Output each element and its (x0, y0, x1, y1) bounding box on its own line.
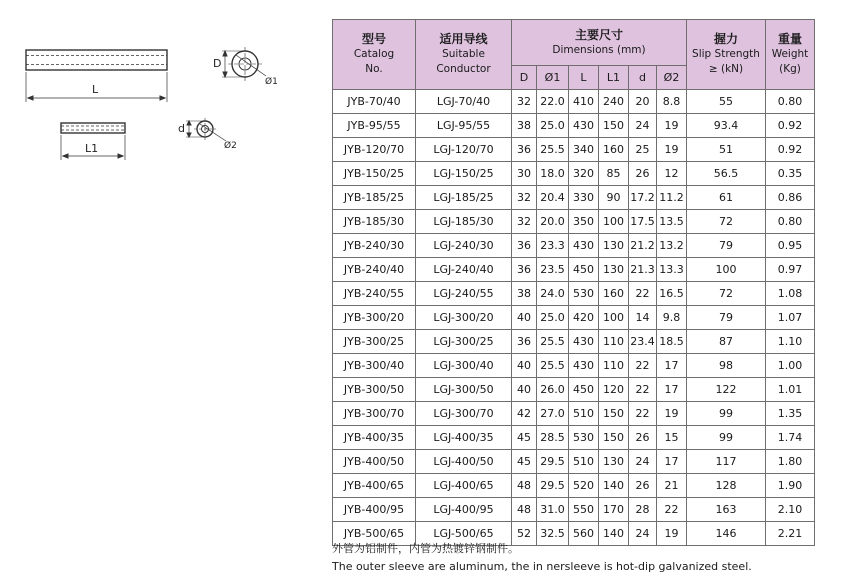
table-cell: LGJ-185/30 (416, 210, 512, 234)
table-row (333, 402, 815, 426)
table-cell: 17.5 (629, 210, 657, 234)
table-cell: 560 (569, 522, 599, 546)
table-cell: 79 (687, 306, 766, 330)
table-cell: JYB-150/25 (333, 162, 416, 186)
table-cell: 530 (569, 282, 599, 306)
table-cell: LGJ-400/35 (416, 426, 512, 450)
table-cell: 24.0 (537, 282, 569, 306)
table-cell: 0.92 (766, 114, 815, 138)
table-cell: 17 (657, 450, 687, 474)
table-cell: 160 (599, 138, 629, 162)
table-cell: LGJ-300/50 (416, 378, 512, 402)
table-cell: 1.07 (766, 306, 815, 330)
table-row (333, 426, 815, 450)
table-cell: 13.2 (657, 234, 687, 258)
table-cell: 31.0 (537, 498, 569, 522)
header-slip-strength: 握力 Slip Strength ≥ (kN) (687, 20, 766, 90)
table-cell: LGJ-95/55 (416, 114, 512, 138)
table-cell: 28.5 (537, 426, 569, 450)
table-cell: 22 (629, 354, 657, 378)
table-cell: 93.4 (687, 114, 766, 138)
table-row (333, 330, 815, 354)
table-cell: 38 (512, 114, 537, 138)
table-cell: JYB-500/65 (333, 522, 416, 546)
header-dimensions: 主要尺寸 Dimensions (mm) (512, 20, 687, 66)
table-cell: LGJ-240/30 (416, 234, 512, 258)
table-cell: JYB-300/40 (333, 354, 416, 378)
table-cell: 110 (599, 330, 629, 354)
table-cell: 2.10 (766, 498, 815, 522)
table-cell: 12 (657, 162, 687, 186)
table-cell: 0.97 (766, 258, 815, 282)
table-cell: 32 (512, 90, 537, 114)
table-cell: 8.8 (657, 90, 687, 114)
table-cell: 350 (569, 210, 599, 234)
table-cell: 25.5 (537, 138, 569, 162)
table-cell: 26 (629, 426, 657, 450)
table-cell: 240 (599, 90, 629, 114)
inner-diameter-label: d (178, 122, 185, 135)
table-cell: 56.5 (687, 162, 766, 186)
table-cell: 29.5 (537, 450, 569, 474)
table-cell: 21.2 (629, 234, 657, 258)
table-cell: 122 (687, 378, 766, 402)
table-cell: JYB-185/25 (333, 186, 416, 210)
table-cell: 38 (512, 282, 537, 306)
table-cell: 170 (599, 498, 629, 522)
table-cell: 25.5 (537, 354, 569, 378)
inner-length-label: L1 (85, 142, 99, 155)
table-row (333, 162, 815, 186)
header-catalog: 型号 Catalog No. (333, 20, 416, 90)
table-cell: 128 (687, 474, 766, 498)
table-cell: JYB-240/40 (333, 258, 416, 282)
table-cell: 15 (657, 426, 687, 450)
table-cell: 61 (687, 186, 766, 210)
table-cell: 520 (569, 474, 599, 498)
dim-col-bore1: Ø1 (537, 66, 569, 90)
table-cell: 150 (599, 426, 629, 450)
dim-col-L1: L1 (599, 66, 629, 90)
table-cell: 140 (599, 474, 629, 498)
table-row (333, 138, 815, 162)
table-cell: 11.2 (657, 186, 687, 210)
table-cell: JYB-400/35 (333, 426, 416, 450)
table-cell: 1.10 (766, 330, 815, 354)
header-conductor: 适用导线 Suitable Conductor (416, 20, 512, 90)
table-row (333, 90, 815, 114)
table-cell: 1.35 (766, 402, 815, 426)
table-cell: 1.90 (766, 474, 815, 498)
table-cell: 17 (657, 354, 687, 378)
table-cell: 20.4 (537, 186, 569, 210)
table-cell: 20.0 (537, 210, 569, 234)
table-cell: 450 (569, 378, 599, 402)
table-cell: 150 (599, 402, 629, 426)
table-row (333, 258, 815, 282)
table-cell: 51 (687, 138, 766, 162)
table-cell: 26 (629, 162, 657, 186)
table-cell: 21.3 (629, 258, 657, 282)
table-row (333, 474, 815, 498)
table-cell: 25.5 (537, 330, 569, 354)
table-cell: 87 (687, 330, 766, 354)
table-cell: 36 (512, 330, 537, 354)
table-cell: 19 (657, 138, 687, 162)
table-row (333, 114, 815, 138)
table-cell: JYB-185/30 (333, 210, 416, 234)
table-cell: 24 (629, 522, 657, 546)
table-cell: 0.80 (766, 210, 815, 234)
table-cell: 0.35 (766, 162, 815, 186)
table-cell: 90 (599, 186, 629, 210)
table-row (333, 186, 815, 210)
table-cell: 1.01 (766, 378, 815, 402)
table-cell: 32 (512, 186, 537, 210)
table-cell: 19 (657, 402, 687, 426)
table-row (333, 282, 815, 306)
table-cell: 23.3 (537, 234, 569, 258)
table-cell: LGJ-500/65 (416, 522, 512, 546)
table-cell: 430 (569, 234, 599, 258)
table-cell: 1.00 (766, 354, 815, 378)
table-cell: 150 (599, 114, 629, 138)
table-cell: 23.5 (537, 258, 569, 282)
header-weight: 重量 Weight (Kg) (766, 20, 815, 90)
table-cell: 510 (569, 450, 599, 474)
material-note-en: The outer sleeve are aluminum, the in nersleeve is hot-dip galvanized steel. (332, 560, 752, 573)
table-cell: 550 (569, 498, 599, 522)
table-cell: 110 (599, 354, 629, 378)
table-cell: 20 (629, 90, 657, 114)
table-cell: 340 (569, 138, 599, 162)
table-cell: 36 (512, 258, 537, 282)
table-cell: LGJ-300/40 (416, 354, 512, 378)
table-cell: 32.5 (537, 522, 569, 546)
table-cell: LGJ-400/50 (416, 450, 512, 474)
dim-col-L: L (569, 66, 599, 90)
table-cell: 9.8 (657, 306, 687, 330)
table-cell: 100 (687, 258, 766, 282)
table-cell: 420 (569, 306, 599, 330)
table-cell: 18.0 (537, 162, 569, 186)
table-cell: 130 (599, 450, 629, 474)
table-cell: 52 (512, 522, 537, 546)
dim-col-bore2: Ø2 (657, 66, 687, 90)
table-cell: 18.5 (657, 330, 687, 354)
table-cell: LGJ-300/70 (416, 402, 512, 426)
table-cell: 40 (512, 306, 537, 330)
table-cell: 19 (657, 522, 687, 546)
table-cell: 85 (599, 162, 629, 186)
table-cell: 79 (687, 234, 766, 258)
table-cell: 24 (629, 114, 657, 138)
table-cell: 0.95 (766, 234, 815, 258)
table-cell: LGJ-400/65 (416, 474, 512, 498)
table-cell: 24 (629, 450, 657, 474)
table-cell: JYB-240/55 (333, 282, 416, 306)
table-cell: 72 (687, 210, 766, 234)
dim-col-D: D (512, 66, 537, 90)
table-cell: 160 (599, 282, 629, 306)
table-cell: JYB-400/50 (333, 450, 416, 474)
table-cell: 32 (512, 210, 537, 234)
outer-sleeve-end-view (222, 47, 266, 81)
table-cell: 1.80 (766, 450, 815, 474)
table-cell: 22 (657, 498, 687, 522)
table-row (333, 498, 815, 522)
table-cell: 2.21 (766, 522, 815, 546)
table-cell: 100 (599, 306, 629, 330)
table-cell: 36 (512, 234, 537, 258)
table-cell: JYB-300/25 (333, 330, 416, 354)
table-cell: 17.2 (629, 186, 657, 210)
table-row (333, 234, 815, 258)
table-cell: 140 (599, 522, 629, 546)
table-cell: LGJ-300/25 (416, 330, 512, 354)
table-cell: LGJ-185/25 (416, 186, 512, 210)
table-cell: 26 (629, 474, 657, 498)
table-cell: LGJ-240/40 (416, 258, 512, 282)
outer-diameter-label: D (213, 57, 222, 70)
table-cell: 36 (512, 138, 537, 162)
table-cell: 100 (599, 210, 629, 234)
table-row (333, 306, 815, 330)
table-row (333, 450, 815, 474)
material-note-cn: 外管为铝制件，内管为热镀锌钢制件。 (332, 542, 519, 555)
table-cell: JYB-400/65 (333, 474, 416, 498)
table-cell: 25.0 (537, 114, 569, 138)
table-cell: 72 (687, 282, 766, 306)
table-cell: 45 (512, 426, 537, 450)
table-cell: 30 (512, 162, 537, 186)
table-cell: 13.5 (657, 210, 687, 234)
table-cell: 26.0 (537, 378, 569, 402)
table-cell: 22 (629, 282, 657, 306)
table-cell: 130 (599, 258, 629, 282)
spec-table (332, 19, 815, 546)
inner-sleeve-end-view (186, 118, 226, 141)
table-cell: 14 (629, 306, 657, 330)
table-cell: 99 (687, 402, 766, 426)
table-cell: 320 (569, 162, 599, 186)
table-cell: 48 (512, 474, 537, 498)
table-cell: 0.80 (766, 90, 815, 114)
table-cell: 98 (687, 354, 766, 378)
header-row (333, 20, 815, 66)
table-cell: LGJ-300/20 (416, 306, 512, 330)
table-cell: 21 (657, 474, 687, 498)
table-cell: 430 (569, 114, 599, 138)
table-row (333, 210, 815, 234)
table-cell: 120 (599, 378, 629, 402)
table-cell: JYB-70/40 (333, 90, 416, 114)
table-cell: JYB-240/30 (333, 234, 416, 258)
table-cell: 23.4 (629, 330, 657, 354)
table-cell: 1.08 (766, 282, 815, 306)
table-cell: 130 (599, 234, 629, 258)
table-cell: 55 (687, 90, 766, 114)
table-cell: 22 (629, 378, 657, 402)
table-cell: 146 (687, 522, 766, 546)
table-cell: JYB-400/95 (333, 498, 416, 522)
table-cell: 530 (569, 426, 599, 450)
table-cell: 99 (687, 426, 766, 450)
table-cell: 17 (657, 378, 687, 402)
table-cell: 19 (657, 114, 687, 138)
table-cell: JYB-120/70 (333, 138, 416, 162)
table-cell: LGJ-150/25 (416, 162, 512, 186)
table-cell: JYB-300/20 (333, 306, 416, 330)
table-cell: 13.3 (657, 258, 687, 282)
table-cell: 510 (569, 402, 599, 426)
table-cell: 0.92 (766, 138, 815, 162)
table-cell: 430 (569, 354, 599, 378)
inner-bore-label: Ø2 (224, 141, 237, 151)
table-cell: JYB-300/70 (333, 402, 416, 426)
table-cell: 16.5 (657, 282, 687, 306)
table-cell: JYB-95/55 (333, 114, 416, 138)
table-cell: 117 (687, 450, 766, 474)
table-cell: 45 (512, 450, 537, 474)
table-cell: 25.0 (537, 306, 569, 330)
table-cell: 22 (629, 402, 657, 426)
table-cell: 22.0 (537, 90, 569, 114)
table-cell: LGJ-400/95 (416, 498, 512, 522)
sleeve-drawings (0, 0, 320, 200)
table-cell: 48 (512, 498, 537, 522)
table-row (333, 354, 815, 378)
outer-length-label: L (92, 83, 99, 96)
outer-bore-label: Ø1 (265, 77, 278, 87)
table-cell: 163 (687, 498, 766, 522)
table-cell: 25 (629, 138, 657, 162)
table-cell: LGJ-120/70 (416, 138, 512, 162)
table-cell: 450 (569, 258, 599, 282)
table-row (333, 378, 815, 402)
table-cell: JYB-300/50 (333, 378, 416, 402)
spec-table-body (333, 90, 815, 546)
table-cell: 29.5 (537, 474, 569, 498)
table-cell: 1.74 (766, 426, 815, 450)
table-cell: 40 (512, 354, 537, 378)
table-cell: 42 (512, 402, 537, 426)
table-cell: 27.0 (537, 402, 569, 426)
table-cell: 28 (629, 498, 657, 522)
table-cell: 40 (512, 378, 537, 402)
table-cell: LGJ-240/55 (416, 282, 512, 306)
table-cell: 0.86 (766, 186, 815, 210)
table-cell: 430 (569, 330, 599, 354)
table-cell: 330 (569, 186, 599, 210)
table-cell: 410 (569, 90, 599, 114)
table-cell: LGJ-70/40 (416, 90, 512, 114)
dim-col-d: d (629, 66, 657, 90)
